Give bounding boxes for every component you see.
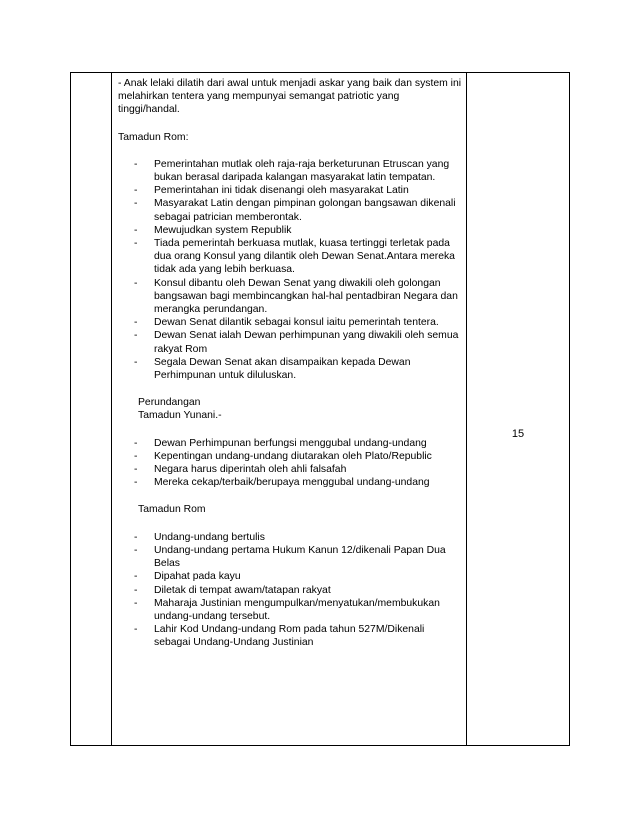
list-item: - Tiada pemerintah berkuasa mutlak, kuasa tertinggi terletak pada dua orang Konsul yang dilantik oleh Dewan Senat.Antara mereka tidak ada yang lebih berkuasa. bbox=[128, 237, 463, 277]
list-item: - Undang-undang pertama Hukum Kanun 12/dikenali Papan Dua Belas bbox=[128, 544, 463, 570]
list-item: - Pemerintahan mutlak oleh raja-raja berketurunan Etruscan yang bukan berasal daripada kalangan masyarakat latin tempatan. bbox=[128, 158, 463, 184]
list-item: - Diletak di tempat awam/tatapan rakyat bbox=[128, 584, 463, 597]
rom2-list bbox=[118, 531, 463, 650]
list-item: - Masyarakat Latin dengan pimpinan golongan bangsawan dikenali sebagai patrician memberontak. bbox=[128, 197, 463, 223]
list-item: - Dewan Senat ialah Dewan perhimpunan yang diwakili oleh semua rakyat Rom bbox=[128, 329, 463, 355]
heading-tamadun-rom-2: Tamadun Rom bbox=[138, 504, 206, 516]
list-item: - Mereka cekap/terbaik/berupaya menggubal undang-undang bbox=[128, 476, 463, 489]
list-item: - Mewujudkan system Republik bbox=[128, 224, 463, 237]
list-item: - Dipahat pada kayu bbox=[128, 570, 463, 583]
content-cell bbox=[118, 77, 463, 650]
list-item: - Konsul dibantu oleh Dewan Senat yang diwakili oleh golongan bangsawan bagi membincangkan hal-hal pentadbiran Negara dan merangka perundangan. bbox=[128, 277, 463, 317]
column-divider-left bbox=[111, 73, 112, 745]
yunani-list bbox=[118, 437, 463, 490]
intro-paragraph: - Anak lelaki dilatih dari awal untuk menjadi askar yang baik dan system ini melahirkan tentera yang mempunyai semangat patriotic yang tinggi/handal. bbox=[118, 78, 462, 116]
heading-tamadun-rom: Tamadun Rom: bbox=[118, 131, 189, 143]
content-table bbox=[70, 72, 570, 746]
list-item: - Negara harus diperintah oleh ahli falsafah bbox=[128, 463, 463, 476]
list-item: - Dewan Senat dilantik sebagai konsul iaitu pemerintah tentera. bbox=[128, 316, 463, 329]
rom-list bbox=[118, 158, 463, 382]
list-item: - Pemerintahan ini tidak disenangi oleh masyarakat Latin bbox=[128, 184, 463, 197]
column-divider-right bbox=[466, 73, 467, 745]
list-item: - Dewan Perhimpunan berfungsi menggubal undang-undang bbox=[128, 437, 463, 450]
list-item: - Maharaja Justinian mengumpulkan/menyatukan/membukukan undang-undang tersebut. bbox=[128, 597, 463, 623]
heading-tamadun-yunani: Tamadun Yunani.- bbox=[138, 410, 222, 422]
heading-perundangan: Perundangan bbox=[138, 397, 201, 409]
list-item: - Undang-undang bertulis bbox=[128, 531, 463, 544]
list-item: - Segala Dewan Senat akan disampaikan kepada Dewan Perhimpunan untuk diluluskan. bbox=[128, 356, 463, 382]
score-value: 15 bbox=[511, 428, 525, 440]
list-item: - Lahir Kod Undang-undang Rom pada tahun 527M/Dikenali sebagai Undang-Undang Justinian bbox=[128, 623, 463, 649]
list-item: - Kepentingan undang-undang diutarakan oleh Plato/Republic bbox=[128, 450, 463, 463]
